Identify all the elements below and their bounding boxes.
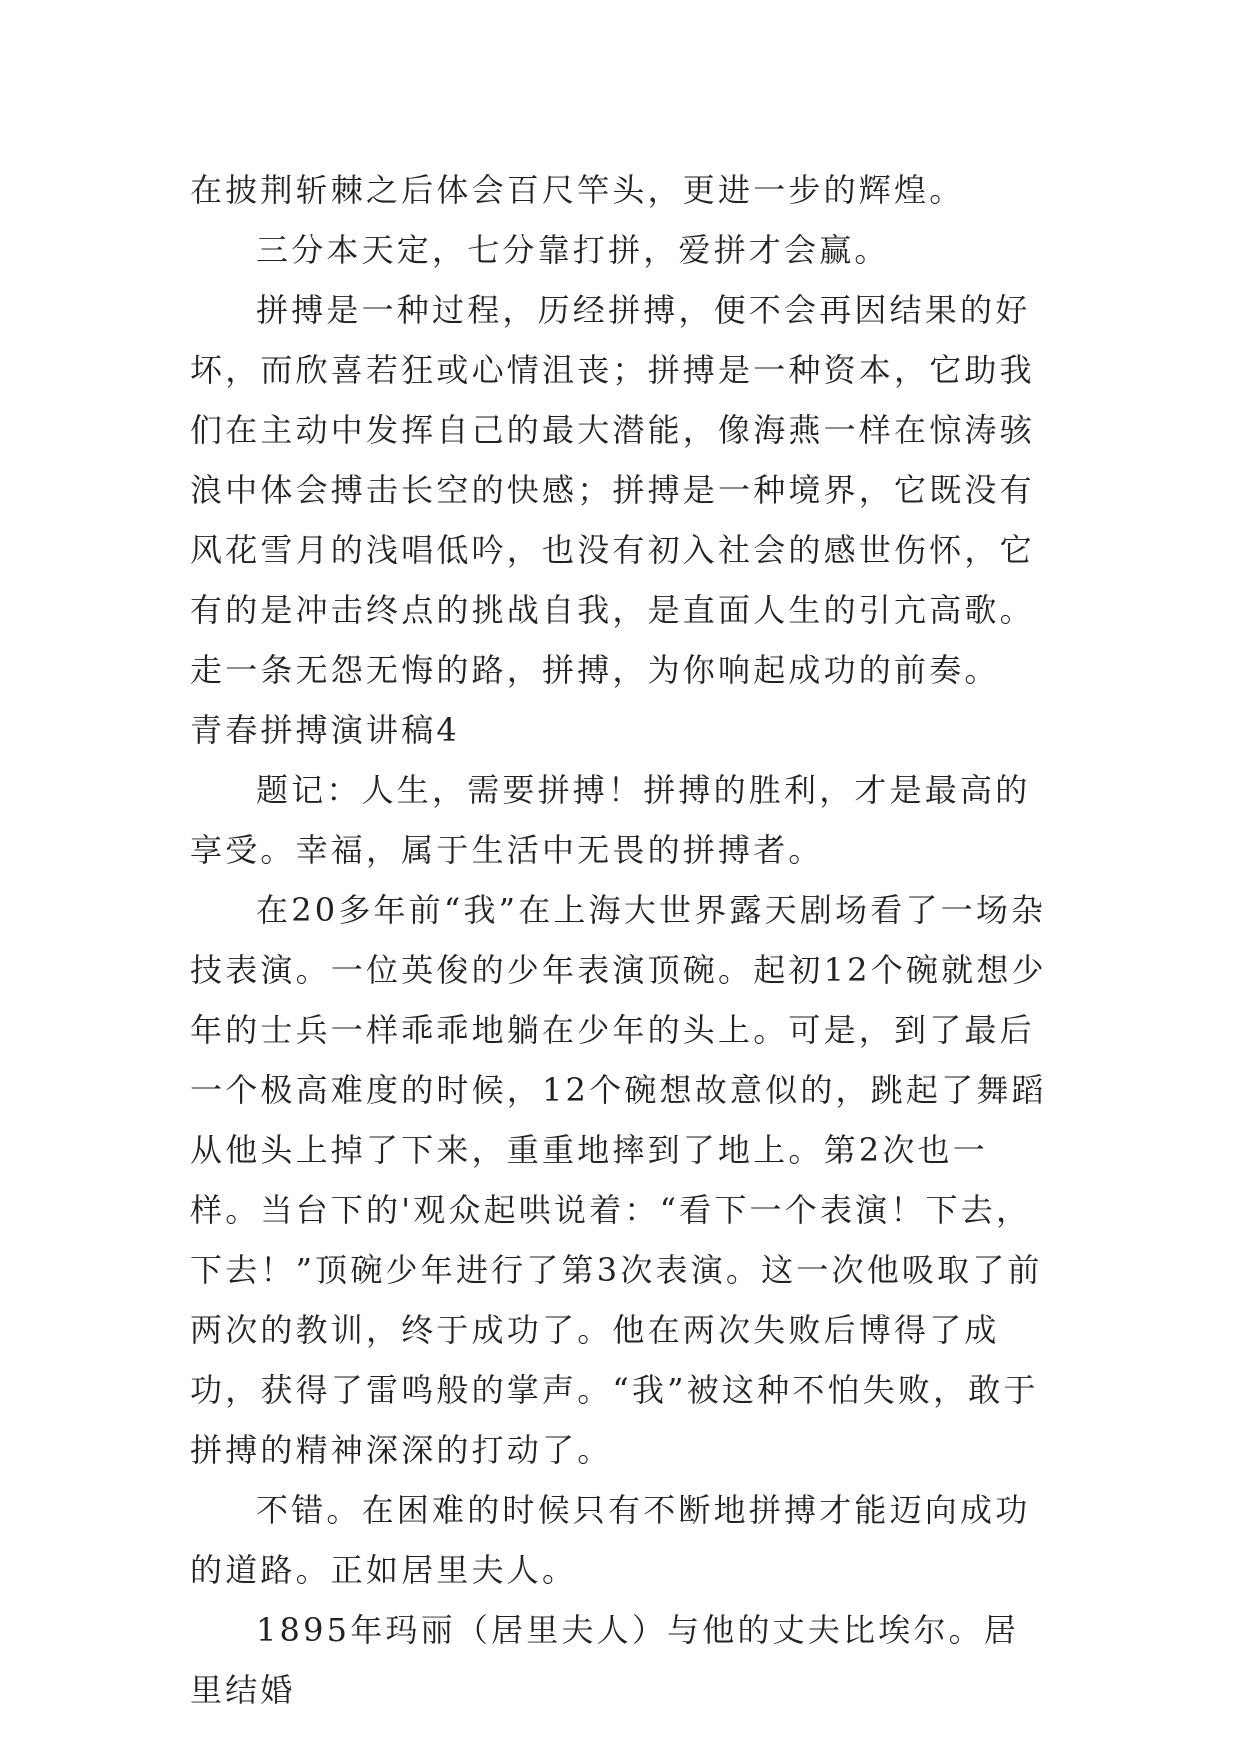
paragraph-epigraph: 题记：人生，需要拼搏！拼搏的胜利，才是最高的享受。幸福，属于生活中无畏的拼搏者。 [190, 771, 1031, 869]
paragraph-curie: 1895年玛丽（居里夫人）与他的丈夫比埃尔。居里结婚 [190, 1611, 1020, 1709]
paragraph-continued: 在披荆斩棘之后体会百尺竿头，更进一步的辉煌。 [190, 171, 965, 209]
paragraph-struggle: 拼搏是一种过程，历经拼搏，便不会再因结果的好坏，而欣喜若狂或心情沮丧；拼搏是一种资本，它助我们在主动中发挥自己的最大潜能，像海燕一样在惊涛骇浪中体会搏击长空的快感；拼搏是一种境界，它既没有风花雪月的浅唱低吟，也没有初入社会的感世伤怀，它有的是冲击终点的挑战自我，是直面人生的引亢高歌。走一条无怨无悔的路，拼搏，为你响起成功的前奏。 [190, 291, 1035, 689]
paragraph-story: 在20多年前“我”在上海大世界露天剧场看了一场杂技表演。一位英俊的少年表演顶碗。起初12个碗就想少年的士兵一样乖乖地躺在少年的头上。可是，到了最后一个极高难度的时候，12个碗想故意似的，跳起了舞蹈从他头上掉了下来，重重地摔到了地上。第2次也一样。当台下的'观众起哄说着：“看下一个表演！下去，下去！”顶碗少年进行了第3次表演。这一次他吸取了前两次的教训，终于成功了。他在两次失败后博得了成功，获得了雷鸣般的掌声。“我”被这种不怕失败，敢于拼搏的精神深深的打动了。 [190, 891, 1047, 1469]
document-body [190, 160, 1050, 1720]
paragraph-saying: 三分本天定，七分靠打拼，爱拼才会赢。 [256, 231, 890, 269]
paragraph-comment: 不错。在困难的时候只有不断地拼搏才能迈向成功的道路。正如居里夫人。 [190, 1491, 1031, 1589]
section-title: 青春拼搏演讲稿4 [190, 711, 460, 749]
